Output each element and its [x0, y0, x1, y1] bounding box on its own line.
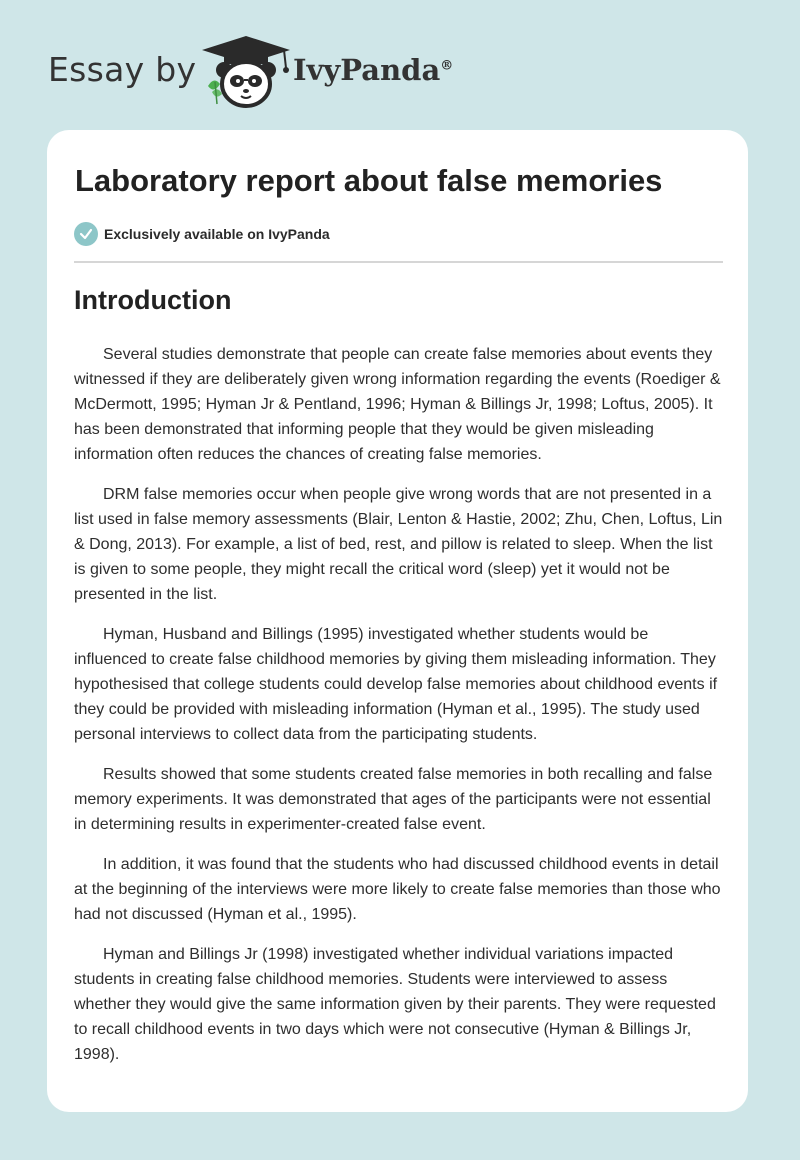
brand-name[interactable]	[293, 53, 453, 87]
paragraph: Hyman and Billings Jr (1998) investigated whether individual variations impacted students in creating false childhood memories. Students were interviewed to assess whether they would give the same information given by their parents. They were requested to recall childhood events in two days which were not consecutive (Hyman & Billings Jr, 1998).	[74, 946, 716, 1063]
essay-body	[74, 342, 725, 1082]
essay-by-label: Essay by	[48, 50, 197, 89]
essay-card	[47, 130, 748, 1112]
paragraph: Hyman, Husband and Billings (1995) investigated whether students would be influenced to create false childhood memories by giving them misleading information. They hypothesised that college students could develop false memories about childhood events if they could be provided with misleading information (Hyman et al., 1995). The study used personal interviews to collect data from the participating students.	[74, 626, 718, 743]
registered-mark: ®	[440, 58, 454, 74]
divider	[74, 261, 723, 263]
page-title: Laboratory report about false memories	[75, 163, 663, 198]
checkmark-icon	[74, 222, 98, 246]
paragraph: DRM false memories occur when people give wrong words that are not presented in a list used in false memory assessments (Blair, Lenton & Hastie, 2002; Zhu, Chen, Loftus, Lin & Dong, 2013). For example, a list of bed, rest, and pillow is related to sleep. When the list is given to some people, they might recall the critical word (sleep) yet it would not be presented in the list.	[74, 486, 723, 603]
exclusive-badge	[74, 222, 330, 246]
exclusive-badge-text: Exclusively available on IvyPanda	[104, 226, 330, 242]
panda-graduate-logo-icon[interactable]	[200, 34, 292, 110]
brand-text: IvyPanda	[293, 53, 441, 87]
site-header	[0, 0, 800, 130]
paragraph: Several studies demonstrate that people can create false memories about events they witnessed if they are deliberately given wrong information regarding the events (Roediger & McDermott, 1995; Hyman Jr & Pentland, 1996; Hyman & Billings Jr, 1998; Loftus, 2005). It has been demonstrated that informing people that they would be given misleading information often reduces the chances of creating false memories.	[74, 346, 721, 463]
section-title: Introduction	[74, 285, 232, 315]
paragraph: In addition, it was found that the students who had discussed childhood events in detail at the beginning of the interviews were more likely to create false memories than those who had not discussed (Hyman et al., 1995).	[74, 856, 721, 923]
paragraph: Results showed that some students created false memories in both recalling and false memory experiments. It was demonstrated that ages of the participants were not essential in determining results in experimenter-created false event.	[74, 766, 713, 833]
